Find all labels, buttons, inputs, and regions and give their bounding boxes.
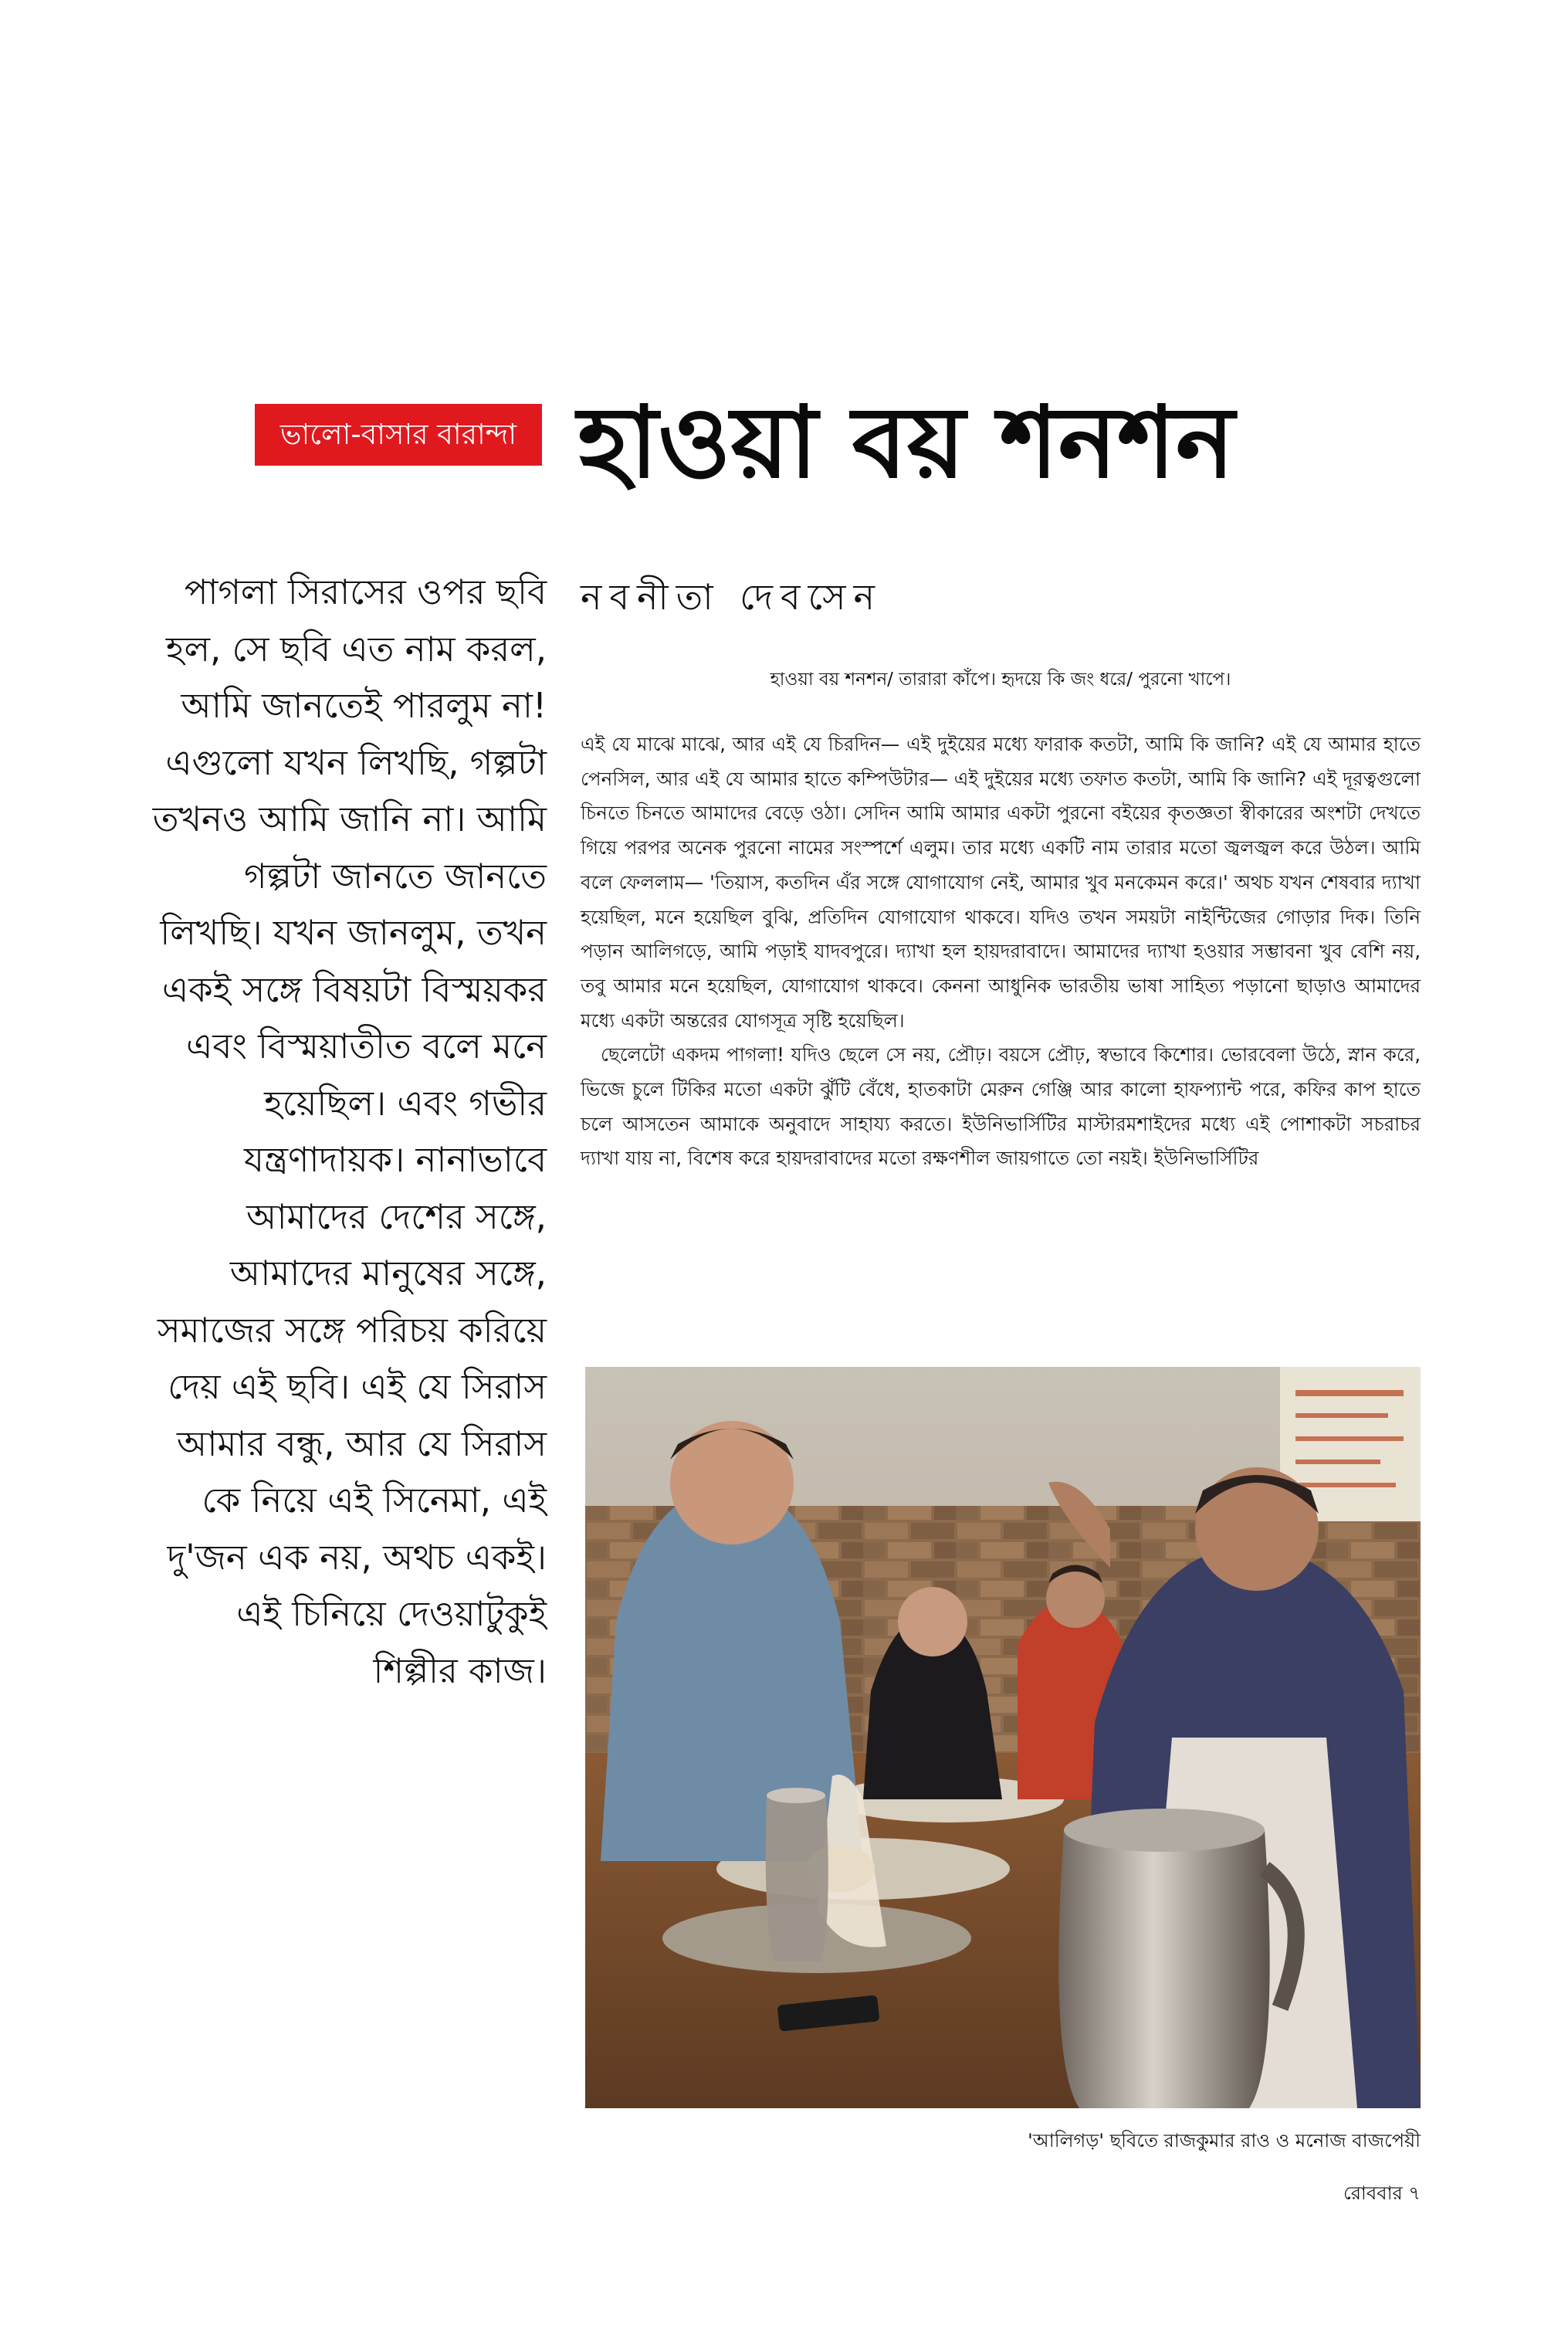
page-folio: রোববার ৭	[1343, 2182, 1421, 2204]
photo-caption: 'আলিগড়' ছবিতে রাজকুমার রাও ও মনোজ বাজপেয়ী	[1028, 2130, 1421, 2151]
section-label: ভালো-বাসার বারান্দা	[255, 404, 542, 466]
article-body	[581, 727, 1421, 1322]
headline: হাওয়া বয় শনশন	[577, 385, 1235, 500]
film-still-photo	[585, 1367, 1421, 2108]
author-byline: নবনীতা দেবসেন	[581, 576, 882, 618]
body-paragraph-1: এই যে মাঝে মাঝে, আর এই যে চিরদিন— এই দুইয়ের মধ্যে ফারাক কতটা, আমি কি জানি? এই যে আমার হাতে পেনসিল, আর এই যে আমার হাতে কম্পিউটার— এই দুইয়ের মধ্যে তফাত কতটা, আমি কি জানি? এই দূরত্বগুলো চিনতে চিনতে আমাদের বেড়ে ওঠা। সেদিন আমি আমার একটা পুরনো বইয়ের কৃতজ্ঞতা স্বীকারের অংশটা দেখতে গিয়ে পরপর অনেক পুরনো নামের সংস্পর্শে এলুম। তার মধ্যে একটি নাম তারার মতো জ্বলজ্বল করে উঠল। আমি বলে ফেললাম— 'তিয়াস, কতদিন এঁর সঙ্গে যোগাযোগ নেই, আমার খুব মনকেমন করে।' অথচ যখন শেষবার দ্যাখা হয়েছিল, মনে হয়েছিল বুঝি, প্রতিদিন যোগাযোগ থাকবে। যদিও তখন সময়টা নাইন্টিজের গোড়ার দিক। তিনি পড়ান আলিগড়ে, আমি পড়াই যাদবপুরে। দ্যাখা হল হায়দরাবাদে। আমাদের দ্যাখা হওয়ার সম্ভাবনা খুব বেশি নয়, তবু আমার মনে হয়েছিল, যোগাযোগ থাকবে। কেননা আধুনিক ভারতীয় ভাষা সাহিত্য পড়ানো ছাড়াও আমাদের মধ্যে একটা অন্তরের যোগসূত্র সৃষ্টি হয়েছিল।	[581, 733, 1421, 1032]
body-paragraph-2: ছেলেটো একদম পাগলা! যদিও ছেলে সে নয়, প্রৌঢ়। বয়সে প্রৌঢ়, স্বভাবে কিশোর। ভোরবেলা উঠে, স্নান করে, ভিজে চুলে টিকির মতো একটা ঝুঁটি বেঁধে, হাতকাটা মেরুন গেঞ্জি আর কালো হাফপ্যান্ট পরে, কফির কাপ হাতে চলে আসতেন আমাকে অনুবাদে সাহায্য করতে। ইউনিভার্সিটির মাস্টারমশাইদের মধ্যে এই পোশাকটা সচরাচর দ্যাখা যায় না, বিশেষ করে হায়দরাবাদের মতো রক্ষণশীল জায়গাতে তো নয়ই। ইউনিভার্সিটির	[581, 1043, 1421, 1170]
pull-quote: পাগলা সিরাসের ওপর ছবি হল, সে ছবি এত নাম করল, আমি জানতেই পারলুম না! এগুলো যখন লিখছি, গল্পটা তখনও আমি জানি না। আমি গল্পটা জানতে জানতে লিখছি। যখন জানলুম, তখন একই সঙ্গে বিষয়টা বিস্ময়কর এবং বিস্ময়াতীত বলে মনে হয়েছিল। এবং গভীর যন্ত্রণাদায়ক। নানাভাবে আমাদের দেশের সঙ্গে, আমাদের মানুষের সঙ্গে, সমাজের সঙ্গে পরিচয় করিয়ে দেয় এই ছবি। এই যে সিরাস আমার বন্ধু, আর যে সিরাস কে নিয়ে এই সিনেমা, এই দু'জন এক নয়, অথচ একই। এই চিনিয়ে দেওয়াটুকুই শিল্পীর কাজ।	[152, 571, 547, 1691]
epigraph: হাওয়া বয় শনশন/ তারারা কাঁপে। হৃদয়ে কি জং ধরে/ পুরনো খাপে।	[770, 670, 1231, 690]
